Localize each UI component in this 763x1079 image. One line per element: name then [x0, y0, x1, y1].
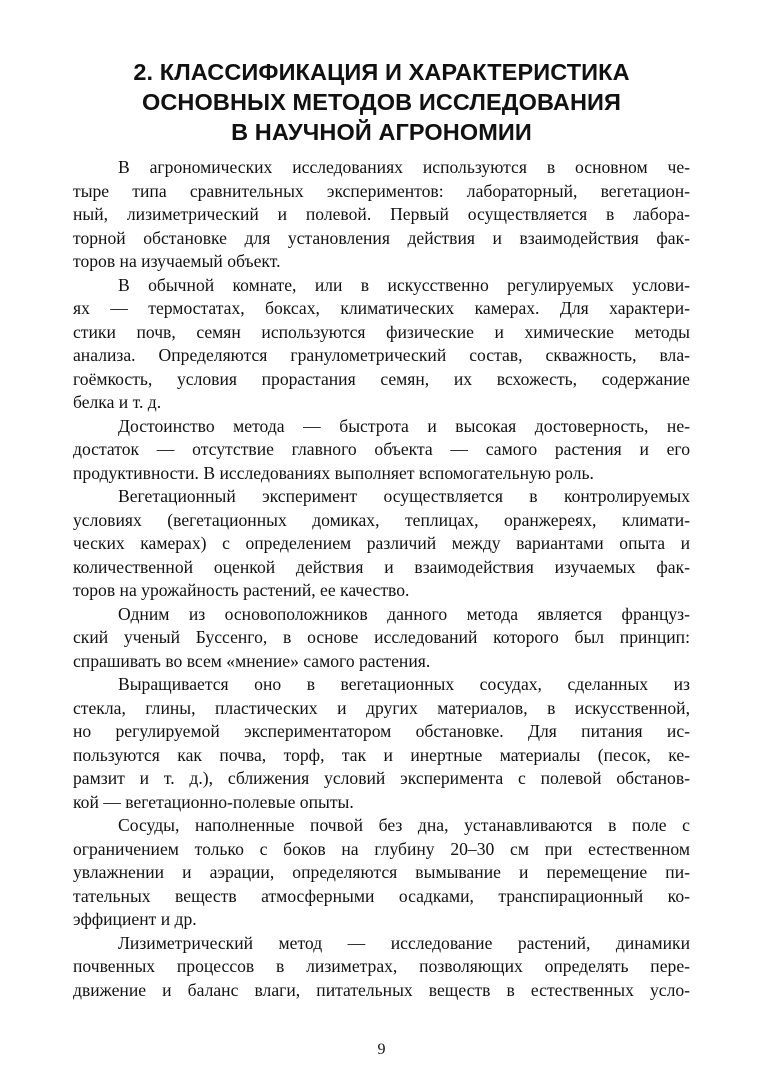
text-line: продуктивности. В исследованиях выполняет вспомогательную роль. [73, 462, 594, 483]
text-line: почвенных процессов в лизиметрах, позволяющих определять пере- [73, 956, 690, 976]
text-line: В агрономических исследованиях используются в основном че- [118, 157, 690, 177]
text-line: В обычной комнате, или в искусственно регулируемых услови- [118, 274, 690, 295]
text-line: Сосуды, наполненные почвой без дна, устанавливаются в поле с [118, 815, 690, 835]
text-line: количественной оценкой действия и взаимодействия изучаемых фак- [73, 556, 690, 577]
text-line: гоёмкость, условия прорастания семян, их всхожесть, содержание [73, 368, 690, 389]
paragraph [73, 274, 690, 415]
text-line: торов на изучаемый объект. [73, 251, 281, 271]
body-text [73, 156, 690, 1002]
text-line: ограничением только с боков на глубину 20–30 см при естественном [73, 838, 690, 859]
text-line: но регулируемой экспериментатором обстановке. Для питания ис- [73, 721, 690, 741]
paragraph [73, 932, 690, 1003]
text-line: условиях (вегетационных домиках, теплицах, оранжереях, климати- [73, 509, 690, 530]
text-line: Лизиметрический метод — исследование растений, динамики [118, 932, 690, 953]
text-line: Вегетационный эксперимент осуществляется в контролируемых [118, 486, 690, 506]
paragraph [73, 485, 690, 603]
text-line: пользуются как почва, торф, так и инертные материалы (песок, ке- [73, 744, 690, 765]
text-line: ях — термостатах, боксах, климатических камерах. Для характери- [73, 298, 690, 318]
text-line: рамзит и т. д.), сближения условий эксперимента с полевой обстанов- [73, 768, 690, 788]
page-number: 9 [377, 1041, 386, 1058]
heading-line-3: В НАУЧНОЙ АГРОНОМИИ [231, 119, 532, 145]
text-line: торной обстановке для установления действия и взаимодействия фак- [73, 227, 690, 248]
text-line: Достоинство метода — быстрота и высокая достоверность, не- [118, 415, 690, 436]
paragraph [73, 415, 690, 486]
paragraph [73, 814, 690, 932]
paragraph [73, 673, 690, 814]
text-line: белка и т. д. [73, 392, 162, 412]
text-line: достаток — отсутствие главного объекта — самого растения и его [73, 439, 690, 459]
heading-line-2: ОСНОВНЫХ МЕТОДОВ ИССЛЕДОВАНИЯ [141, 89, 622, 115]
text-line: тыре типа сравнительных экспериментов: лабораторный, вегетацион- [73, 180, 690, 201]
heading-line-1: 2. КЛАССИФИКАЦИЯ И ХАРАКТЕРИСТИКА [133, 59, 630, 85]
text-line: кой — вегетационно-полевые опыты. [73, 791, 354, 812]
text-line: стекла, глины, пластических и других материалов, в искусственной, [73, 697, 690, 718]
text-line: ский ученый Буссенго, в основе исследований которого был принцип: [73, 627, 690, 647]
text-line: тательных веществ атмосферными осадками, транспирационный ко- [73, 885, 690, 906]
text-line: Выращивается оно в вегетационных сосудах, сделанных из [118, 674, 690, 694]
text-line: стики почв, семян используются физические и химические методы [73, 321, 690, 342]
text-line: торов на урожайность растений, ее качество. [73, 580, 410, 600]
section-heading [60, 57, 703, 147]
paragraph [73, 603, 690, 674]
text-line: эффициент и др. [73, 909, 197, 929]
text-line: Одним из основоположников данного метода является француз- [118, 603, 690, 624]
text-line: анализа. Определяются гранулометрический состав, скважность, вла- [73, 345, 690, 365]
text-line: увлажнении и аэрации, определяются вымывание и перемещение пи- [73, 862, 690, 882]
text-line: движение и баланс влаги, питательных веществ в естественных усло- [73, 979, 690, 1000]
paragraph [73, 156, 690, 274]
text-line: спрашивать во всем «мнение» самого растения. [73, 650, 431, 671]
text-line: ный, лизиметрический и полевой. Первый осуществляется в лабора- [73, 204, 690, 224]
text-line: ческих камерах) с определением различий между вариантами опыта и [73, 533, 690, 553]
